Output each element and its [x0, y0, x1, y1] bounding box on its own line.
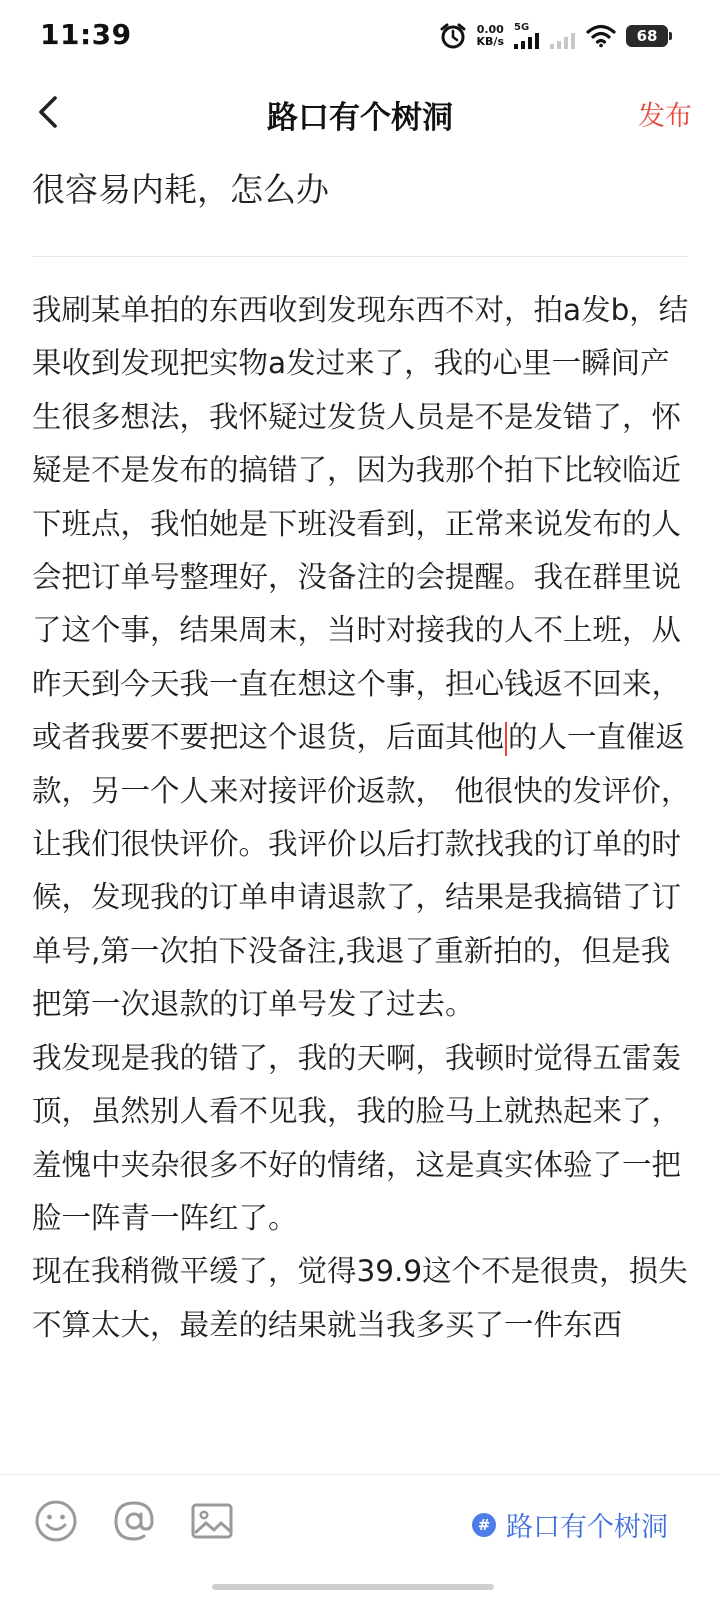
battery-icon: 68 [626, 25, 668, 47]
signal-icon-secondary [550, 33, 576, 49]
status-icons [439, 22, 668, 50]
net-speed-value: 0.00 [476, 23, 504, 36]
emoji-icon[interactable] [32, 1497, 80, 1545]
text-caret [505, 722, 507, 756]
body-text-before-caret: 我刷某单拍的东西收到发现东西不对，拍a发b，结果收到发现把实物a发过来了，我的心里一瞬间产生很多想法，我怀疑过发货人员是不是发错了，怀疑是不是发布的搞错了，因为我那个拍下比较临近下班点，我怕她是下班没看到，正常来说发布的人会把订单号整理好，没备注的会提醒。我在群里说了这个事，结果周末，当时对接我的人不上班，从昨天到今天我一直在想这个事，担心钱返不回来，或者我要不要把这个退货，后面其他 [32, 293, 689, 755]
body-paragraph-3: 现在我稍微平缓了，觉得39.9这个不是很贵，损失不算太大，最差的结果就当我多买了一件东西 [32, 1254, 688, 1342]
body-text-after-caret: 的人一直催返款，另一个人来对接评价返款， 他很快的发评价，让我们很快评价。我评价以后打款找我的订单的时候，发现我的订单申请退款了，结果是我搞错了订单号,第一次拍下没备注,我退了重新拍的，但是我把第一次退款的订单号发了过去。 [32, 720, 691, 1022]
network-type: 5G [514, 22, 530, 33]
home-indicator[interactable] [212, 1584, 494, 1590]
body-paragraph-1 [32, 284, 692, 1032]
header [0, 76, 720, 148]
image-icon[interactable] [188, 1497, 236, 1545]
alarm-icon [439, 22, 467, 50]
net-speed [477, 24, 504, 48]
status-bar [0, 0, 720, 76]
publish-button[interactable]: 发布 [638, 101, 692, 132]
status-time: 11:39 [40, 18, 132, 51]
post-body-editor[interactable] [32, 284, 692, 1352]
mention-icon[interactable] [110, 1497, 158, 1545]
topic-tag[interactable] [472, 1505, 668, 1544]
cell-signal [514, 23, 540, 49]
net-speed-unit: KB/s [476, 35, 504, 48]
wifi-icon [586, 24, 616, 48]
hashtag-icon: # [472, 1513, 496, 1537]
post-title-input[interactable]: 很容易内耗，怎么办 [32, 170, 329, 209]
signal-icon [514, 33, 540, 49]
bottom-toolbar [0, 1474, 720, 1601]
divider [32, 256, 688, 257]
topic-label: 路口有个树洞 [506, 1512, 668, 1543]
page-title: 路口有个树洞 [267, 100, 453, 136]
body-paragraph-2: 我发现是我的错了，我的天啊，我顿时觉得五雷轰顶，虽然别人看不见我，我的脸马上就热起来了，羞愧中夹杂很多不好的情绪，这是真实体验了一把脸一阵青一阵红了。 [32, 1040, 682, 1235]
